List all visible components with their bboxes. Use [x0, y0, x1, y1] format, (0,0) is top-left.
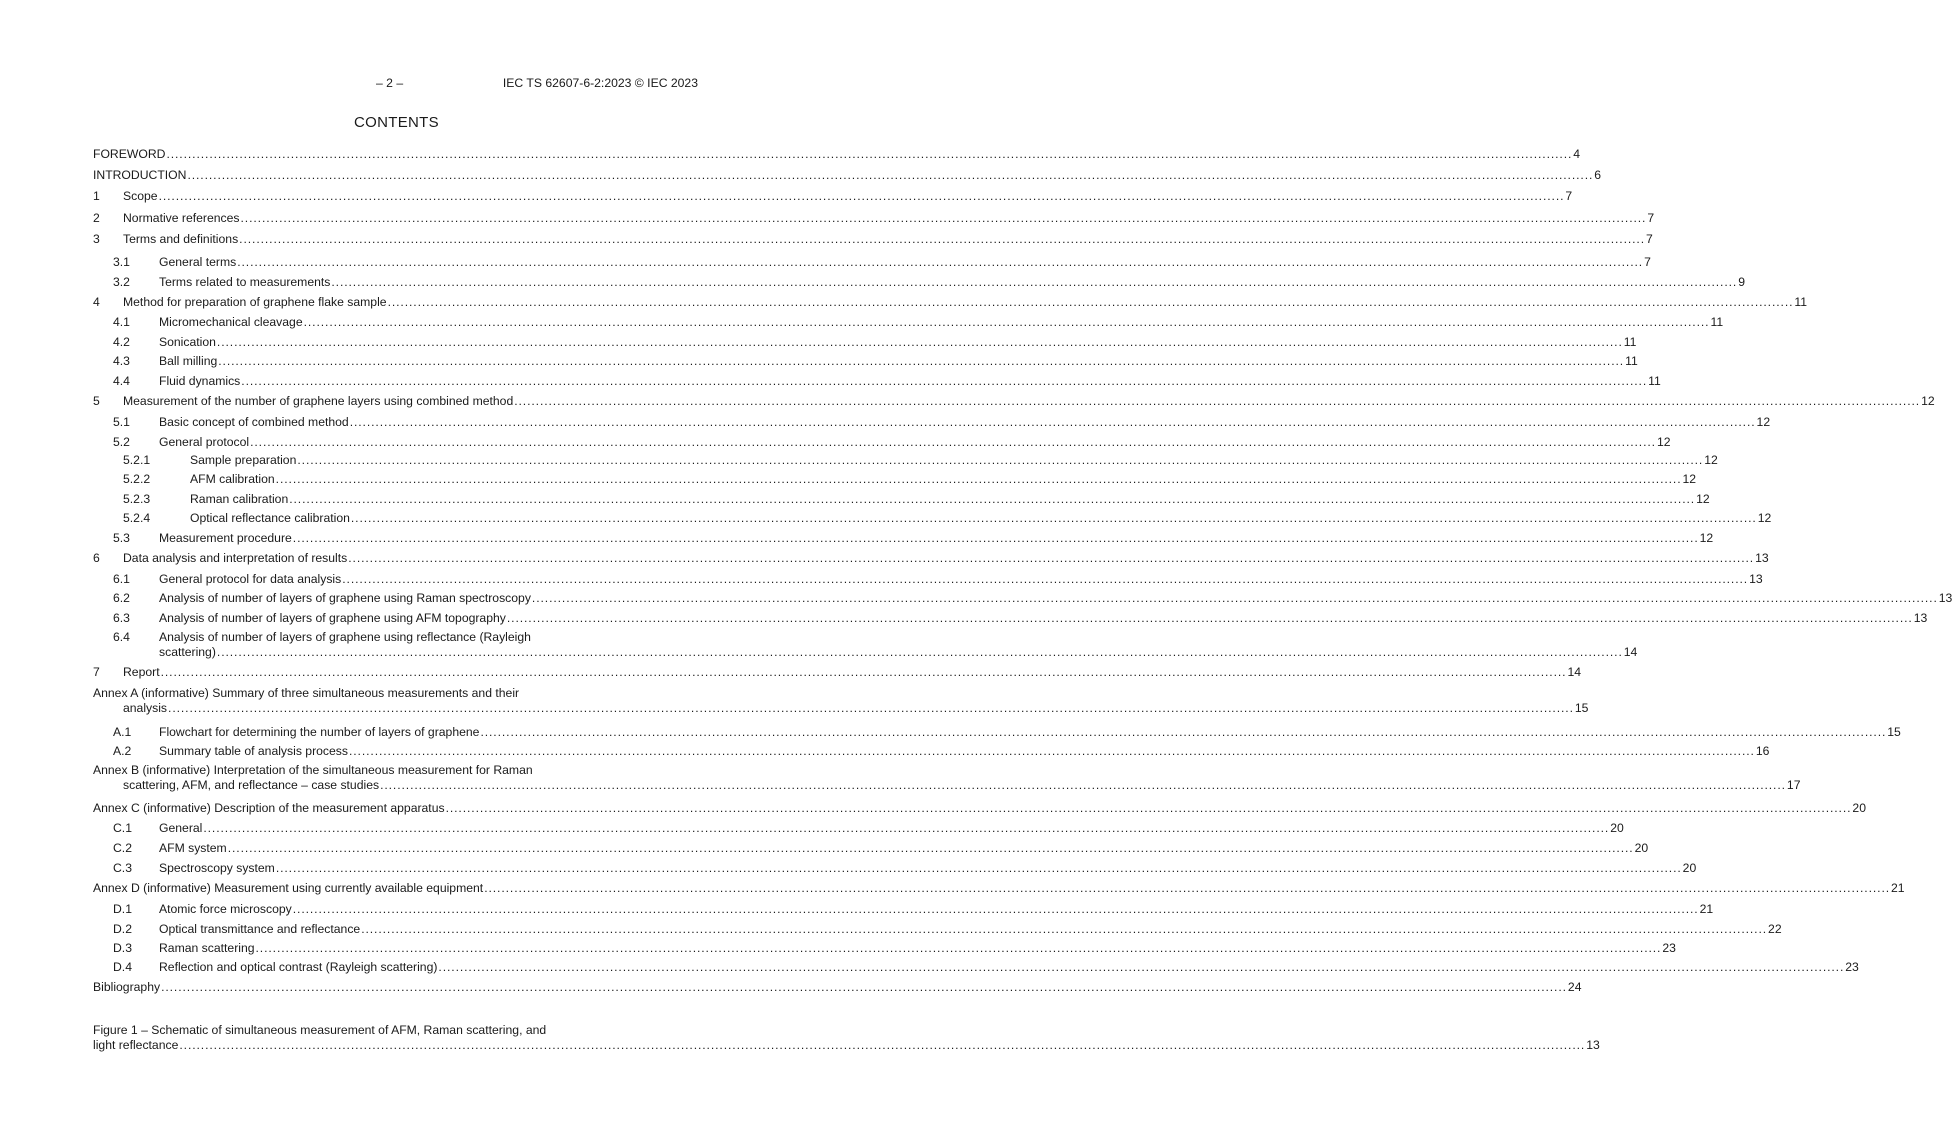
toc-entry[interactable]: [93, 211, 1655, 226]
toc-entry[interactable]: [93, 630, 1638, 659]
toc-entry-label: Reflection and optical contrast (Rayleigh scattering): [159, 960, 438, 974]
toc-page-number: 12: [1682, 472, 1697, 486]
toc-entry-number: 5.2.2: [123, 472, 151, 486]
toc-entry[interactable]: [93, 551, 1769, 566]
toc-entry-label: Optical transmittance and reflectance: [159, 922, 361, 936]
toc-entry-number: 7: [93, 665, 100, 679]
toc-entry-continuation: scattering): [159, 644, 216, 659]
toc-page-number: 9: [1738, 275, 1745, 289]
dot-leader: [349, 744, 1755, 759]
toc-entry-label: Data analysis and interpretation of results: [123, 551, 348, 565]
toc-entry-number: 4: [93, 295, 100, 309]
toc-entry-label: General protocol: [159, 435, 250, 449]
toc-entry-label: Ball milling: [159, 354, 218, 368]
toc-page-number: 21: [1891, 881, 1905, 895]
dot-leader: [388, 295, 1794, 310]
toc-entry[interactable]: [93, 531, 1714, 546]
toc-entry-label: Sonication: [159, 335, 216, 349]
toc-entry-label: AFM system: [159, 841, 227, 855]
toc-entry[interactable]: [93, 763, 1801, 792]
toc-entry[interactable]: [93, 374, 1661, 389]
toc-page-number: 12: [1921, 394, 1935, 408]
toc-entry-label: FOREWORD: [93, 147, 166, 161]
toc-entry[interactable]: [93, 861, 1697, 876]
toc-entry-label: Report: [123, 665, 160, 679]
toc-entry[interactable]: [93, 232, 1653, 247]
toc-entry-number: C.2: [113, 841, 132, 855]
toc-entry-continuation: analysis: [123, 700, 168, 715]
toc-entry-label: Measurement of the number of graphene layers using combined method: [123, 394, 514, 408]
dot-leader: [276, 472, 1682, 487]
toc-entry-number: A.2: [113, 744, 132, 758]
toc-entry-number: 1: [93, 189, 100, 203]
dot-leader: [161, 665, 1567, 680]
toc-page-number: 14: [1567, 665, 1581, 679]
toc-page-number: 6: [1594, 168, 1602, 182]
toc-entry-label: INTRODUCTION: [93, 168, 187, 182]
dot-leader: [331, 275, 1737, 290]
toc-entry[interactable]: [93, 453, 1718, 468]
toc-page-number: 12: [1656, 435, 1671, 449]
toc-page-number: 12: [1696, 492, 1710, 506]
toc-entry-number: A.1: [113, 725, 132, 739]
toc-entry-label: Measurement procedure: [159, 531, 292, 545]
toc-page-number: 22: [1768, 922, 1782, 936]
toc-entry[interactable]: [93, 168, 1602, 183]
toc-page-number: 11: [1794, 295, 1808, 309]
toc-entry-label: Bibliography: [93, 980, 161, 994]
toc-entry[interactable]: [93, 611, 1928, 626]
dot-leader: [348, 551, 1754, 566]
figure-list-entry[interactable]: [93, 1023, 1600, 1052]
toc-entry[interactable]: [93, 841, 1649, 856]
toc-entry-number: 6.1: [113, 572, 130, 586]
toc-entry[interactable]: [93, 295, 1808, 310]
dot-leader: [507, 611, 1913, 626]
toc-entry-number: 5: [93, 394, 100, 408]
toc-entry-label: Normative references: [123, 211, 240, 225]
dot-leader: [289, 492, 1695, 507]
toc-entry-number: 6: [93, 551, 100, 565]
toc-entry[interactable]: [93, 354, 1638, 369]
toc-entry-number: C.1: [113, 821, 132, 835]
toc-page-number: 11: [1710, 315, 1724, 329]
toc-page-number: 11: [1625, 354, 1638, 368]
dot-leader: [351, 511, 1757, 526]
toc-page-number: 15: [1574, 700, 1589, 715]
dot-leader: [241, 211, 1647, 226]
dot-leader: [484, 881, 1890, 896]
toc-entry-label: Annex C (informative) Description of the measurement apparatus: [93, 801, 445, 815]
dot-leader: [241, 374, 1647, 389]
dot-leader: [250, 435, 1656, 450]
dot-leader: [293, 902, 1699, 917]
dot-leader: [161, 980, 1567, 995]
toc-page-number: 7: [1646, 232, 1653, 246]
page-header: [93, 76, 698, 92]
toc-entry[interactable]: [93, 725, 1901, 740]
toc-page-number: 15: [1887, 725, 1901, 739]
toc-page-number: 11: [1623, 335, 1637, 349]
toc-entry-number: 5.2.4: [123, 511, 151, 525]
toc-entry[interactable]: [93, 472, 1697, 487]
toc-page-number: 20: [1852, 801, 1866, 815]
toc-entry[interactable]: [93, 881, 1905, 896]
toc-entry-continuation: scattering, AFM, and reflectance – case studies: [123, 777, 380, 792]
toc-entry-label: AFM calibration: [190, 472, 275, 486]
document-reference: IEC TS 62607-6-2:2023 © IEC 2023: [502, 76, 698, 90]
toc-page-number: 4: [1573, 147, 1581, 161]
toc-entry-label: Sample preparation: [190, 453, 297, 467]
toc-entry-label: Annex B (informative) Interpretation of the simultaneous measurement for Raman: [93, 763, 533, 777]
dot-leader: [218, 354, 1624, 369]
dot-leader: [446, 801, 1852, 816]
toc-page-number: 24: [1567, 980, 1582, 994]
toc-page-number: 12: [1699, 531, 1714, 545]
toc-entry[interactable]: [93, 821, 1624, 836]
toc-page-number: 12: [1756, 415, 1771, 429]
toc-entry-label: Spectroscopy system: [159, 861, 275, 875]
toc-entry[interactable]: [93, 801, 1866, 816]
dot-leader: [350, 415, 1756, 430]
dot-leader: [179, 1038, 1585, 1053]
toc-entry[interactable]: [93, 980, 1582, 995]
toc-page-number: 13: [1913, 611, 1928, 625]
toc-entry-number: 4.4: [113, 374, 130, 388]
dot-leader: [166, 147, 1572, 162]
toc-entry-number: C.3: [113, 861, 132, 875]
toc-page-number: 23: [1662, 941, 1676, 955]
toc-entry-label: General protocol for data analysis: [159, 572, 342, 586]
toc-entry[interactable]: [93, 960, 1859, 975]
toc-entry-label: Annex D (informative) Measurement using currently available equipment: [93, 881, 484, 895]
toc-entry[interactable]: [93, 275, 1745, 290]
dot-leader: [228, 841, 1634, 856]
toc-page-number: 13: [1749, 572, 1763, 586]
toc-page-number: 23: [1845, 960, 1859, 974]
toc-entry-label: Analysis of number of layers of graphene using AFM topography: [159, 611, 506, 625]
toc-page-number: 7: [1647, 211, 1655, 225]
toc-page-number: 13: [1938, 591, 1952, 605]
toc-entry-number: 6.2: [113, 591, 130, 605]
dot-leader: [304, 315, 1710, 330]
toc-entry-label: Micromechanical cleavage: [159, 315, 303, 329]
toc-entry-number: 5.2.3: [123, 492, 151, 506]
toc-entry[interactable]: [93, 335, 1637, 350]
toc-entry-number: D.1: [113, 902, 132, 916]
toc-entry-label: Method for preparation of graphene flake sample: [123, 295, 387, 309]
toc-entry-number: 5.2.1: [123, 453, 151, 467]
toc-entry-number: 4.1: [113, 315, 130, 329]
page-number: – 2 –: [376, 76, 404, 90]
toc-page-number: 20: [1610, 821, 1624, 835]
toc-entry-label: Optical reflectance calibration: [190, 511, 350, 525]
dot-leader: [168, 701, 1574, 716]
toc-entry-label: General terms: [159, 255, 237, 269]
toc-entry-label: Terms related to measurements: [159, 275, 331, 289]
toc-entry[interactable]: [93, 902, 1714, 917]
dot-leader: [237, 255, 1643, 270]
toc-page-number: 14: [1623, 644, 1638, 659]
toc-entry-label: Atomic force microscopy: [159, 902, 292, 916]
toc-page-number: 12: [1757, 511, 1772, 525]
toc-entry[interactable]: [93, 492, 1710, 507]
dot-leader: [187, 168, 1593, 183]
toc-entry-number: 3: [93, 232, 100, 246]
toc-page-number: 12: [1704, 453, 1718, 467]
toc-entry-number: 5.2: [113, 435, 130, 449]
toc-entry-label: General: [159, 821, 203, 835]
toc-entry-label: Flowchart for determining the number of layers of graphene: [159, 725, 480, 739]
toc-entry-label: Scope: [123, 189, 158, 203]
toc-entry-label: Raman scattering: [159, 941, 255, 955]
toc-page-number: 7: [1565, 189, 1573, 203]
toc-entry-number: D.4: [113, 960, 132, 974]
toc-entry[interactable]: [93, 315, 1724, 330]
toc-entry-number: 6.4: [113, 630, 130, 644]
toc-entry-label: Basic concept of combined method: [159, 415, 349, 429]
toc-entry[interactable]: [93, 189, 1573, 204]
toc-entry[interactable]: [93, 147, 1581, 162]
toc-entry-number: 5.1: [113, 415, 130, 429]
dot-leader: [380, 778, 1786, 793]
toc-entry-number: D.3: [113, 941, 132, 955]
toc-entry[interactable]: [93, 665, 1581, 680]
toc-page-number: 16: [1755, 744, 1770, 758]
dot-leader: [480, 725, 1886, 740]
toc-entry[interactable]: [93, 511, 1772, 526]
toc-entry-number: 3.1: [113, 255, 130, 269]
dot-leader: [514, 394, 1920, 409]
toc-page-number: 13: [1586, 1037, 1600, 1052]
dot-leader: [256, 941, 1662, 956]
toc-entry-label: Figure 1 – Schematic of simultaneous measurement of AFM, Raman scattering, and: [93, 1023, 547, 1037]
dot-leader: [239, 232, 1645, 247]
toc-page-number: 20: [1634, 841, 1649, 855]
toc-entry[interactable]: [93, 744, 1770, 759]
dot-leader: [532, 591, 1938, 606]
toc-entry[interactable]: [93, 255, 1651, 270]
toc-entry-continuation: light reflectance: [93, 1037, 179, 1052]
toc-page-number: 13: [1755, 551, 1769, 565]
toc-entry[interactable]: [93, 686, 1589, 715]
dot-leader: [203, 821, 1609, 836]
toc-entry[interactable]: [93, 435, 1671, 450]
toc-entry-number: 4.2: [113, 335, 130, 349]
toc-entry-label: Analysis of number of layers of graphene using Raman spectroscopy: [159, 591, 531, 605]
toc-entry-label: Raman calibration: [190, 492, 289, 506]
dot-leader: [293, 531, 1699, 546]
dot-leader: [342, 572, 1748, 587]
dot-leader: [276, 861, 1682, 876]
toc-entry[interactable]: [93, 415, 1771, 430]
page-title: CONTENTS: [354, 114, 439, 131]
toc-entry[interactable]: [93, 394, 1935, 409]
toc-entry-label: Summary table of analysis process: [159, 744, 348, 758]
toc-entry-label: Annex A (informative) Summary of three simultaneous measurements and their: [93, 686, 520, 700]
toc-page-number: 11: [1648, 374, 1661, 388]
toc-entry[interactable]: [93, 572, 1763, 587]
toc-page-number: 17: [1786, 777, 1801, 792]
toc-entry-number: 6.3: [113, 611, 130, 625]
toc-entry-number: 4.3: [113, 354, 130, 368]
toc-page-number: 20: [1682, 861, 1697, 875]
toc-entry-label: Terms and definitions: [123, 232, 239, 246]
toc-page-number: 21: [1699, 902, 1714, 916]
toc-entry-number: 5.3: [113, 531, 130, 545]
toc-entry[interactable]: [93, 922, 1782, 937]
toc-entry[interactable]: [93, 591, 1952, 606]
dot-leader: [297, 453, 1703, 468]
dot-leader: [217, 645, 1623, 660]
toc-entry-number: 3.2: [113, 275, 130, 289]
toc-page-number: 7: [1644, 255, 1651, 269]
toc-entry[interactable]: [93, 941, 1676, 956]
dot-leader: [217, 335, 1623, 350]
toc-entry-label: Analysis of number of layers of graphene using reflectance (Rayleigh: [159, 630, 531, 644]
dot-leader: [438, 960, 1844, 975]
toc-entry-label: Fluid dynamics: [159, 374, 241, 388]
dot-leader: [361, 922, 1767, 937]
toc-entry-number: 2: [93, 211, 100, 225]
dot-leader: [159, 189, 1565, 204]
toc-entry-number: D.2: [113, 922, 132, 936]
